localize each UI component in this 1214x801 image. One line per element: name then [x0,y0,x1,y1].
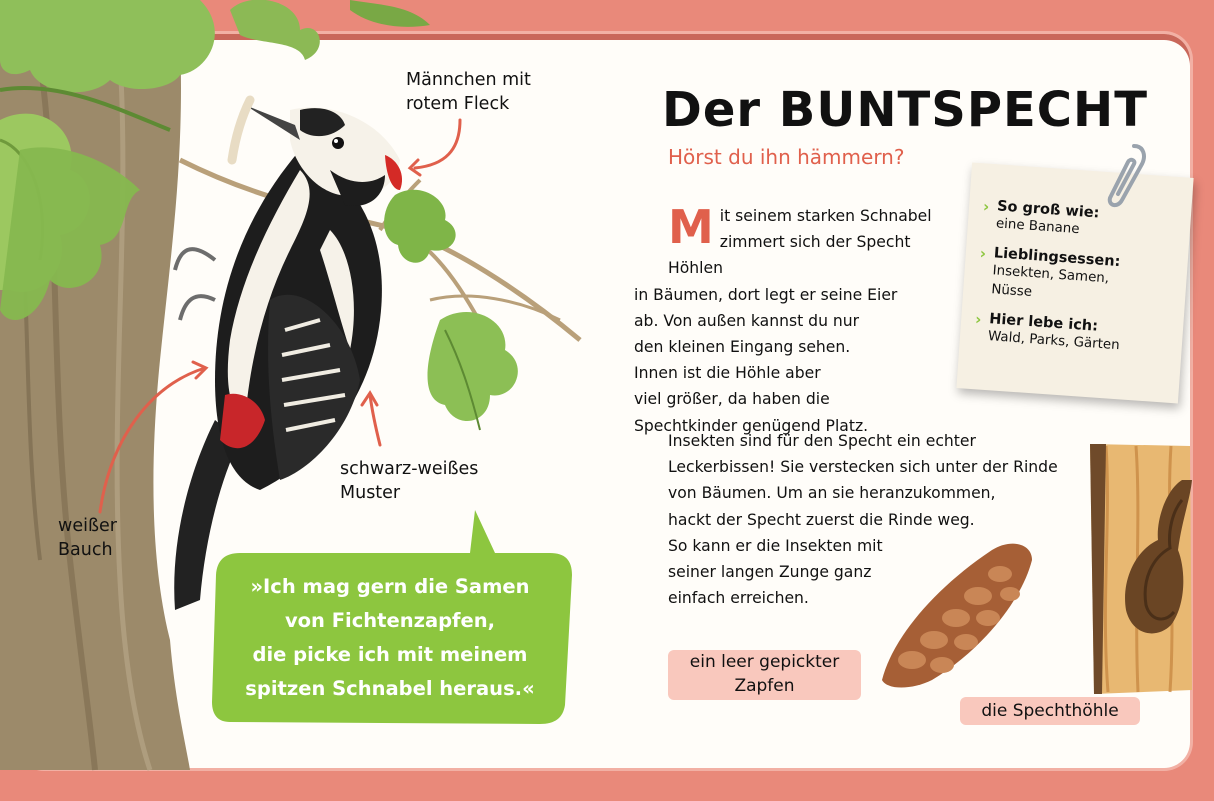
woodpecker-hole-illustration [1086,440,1196,700]
oak-leaves-top [230,0,430,60]
annotation-red-spot: Männchen mit rotem Fleck [406,70,531,114]
chevron-right-icon: › [979,244,987,263]
fact-item-habitat: › Hier lebe ich: Wald, Parks, Gärten [974,310,1121,354]
drop-cap: M [668,200,714,254]
chevron-right-icon: › [982,197,990,216]
caption-hole: die Spechthöhle [960,697,1140,725]
quote-text: »Ich mag gern die Samen von Fichtenzapfen, die picke ich mit meinem spitzen Schnabel heraus.« [245,575,535,700]
page-title: Der BUNTSPECHT [662,82,1148,138]
page-subtitle: Hörst du ihn hämmern? [668,145,905,169]
annotation-pattern: schwarz-weißes Muster [340,459,479,503]
intro-paragraph: M it seinem starken Schnabel zimmert sich der Specht Höhlen in Bäumen, dort legt er seine Eier ab. Von außen kannst du nur den kleinen Eingang sehen. Innen ist die Höhle aber viel größer, da haben die Spechtkinder genügend Platz. [634,200,932,435]
fact-item-size: › So groß wie: eine Banane [982,197,1100,238]
fact-list [973,197,1180,370]
chevron-right-icon: › [974,310,983,329]
fact-item-food: › Lieblingsessen: Insekten, Samen, Nüsse [979,244,1121,301]
insects-paragraph: Insekten sind für den Specht ein echter Leckerbissen! Sie verstecken sich unter der Rinde von Bäumen. Um an sie heranzukommen, hackt der Specht zuerst die Rinde weg. So kann er die Insekten mit seiner langen Zunge ganz einfach erreichen. [668,432,1058,608]
fact-note [956,163,1193,404]
paperclip-icon [1104,142,1150,212]
caption-cone: ein leer gepickter Zapfen [668,650,861,700]
oak-leaves-branch [384,190,518,430]
pine-cone-illustration [872,530,1042,690]
annotation-belly: weißer Bauch [58,516,117,560]
woodpecker [174,100,402,610]
